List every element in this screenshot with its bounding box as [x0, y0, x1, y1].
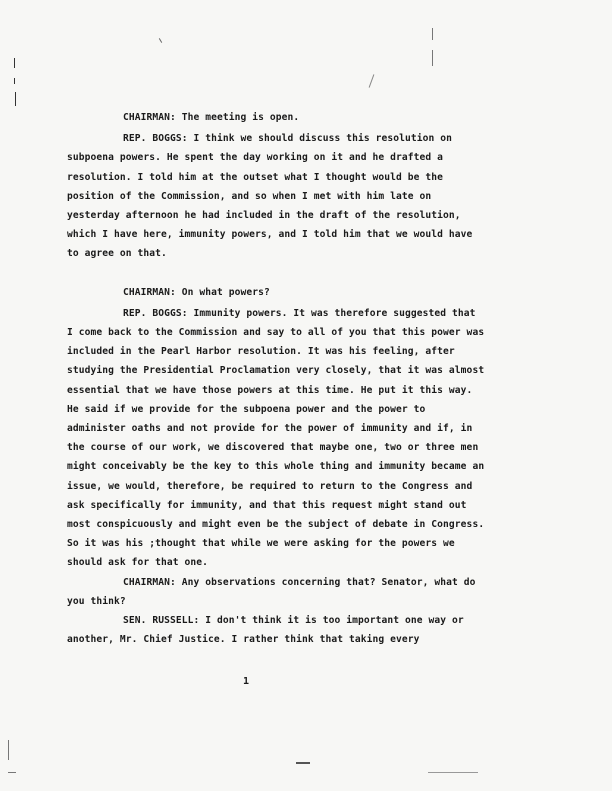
paragraph-chairman-question: CHAIRMAN: On what powers? — [123, 286, 270, 298]
paragraph-russell-reply: SEN. RUSSELL: I don't think it is too important one way or another, Mr. Chief Justice. I rather think that taking every — [67, 615, 464, 646]
page-number: 1 — [243, 676, 250, 687]
scan-mark — [159, 38, 162, 43]
scan-mark — [14, 78, 15, 84]
paragraph-boggs-immunity: REP. BOGGS: Immunity powers. It was therefore suggested that I come back to the Commission and say to all of you that this power was included in the Pearl Harbor resolution. It was his feeling, after studying the Presidential Proclamation very closely, that it was almost essential that we have those powers at this time. He put it this way. He said if we provide for the subpoena power and the power to administer oaths and not provide for the power of immunity and if, in the course of our work, we discovered that maybe one, two or three men might conceivably be the key to this whole thing and immunity became an issue, we would, therefore, be required to return to the Congress and ask specifically for immunity, and that this request might stand out most conspicuously and might even be the subject of debate in Congress. So it was his ;thought that while we were asking for the powers we should ask for that one. — [67, 307, 485, 569]
scan-mark — [14, 58, 15, 68]
scan-mark — [8, 772, 16, 773]
scan-mark — [432, 28, 433, 40]
paragraph-chairman-observations: CHAIRMAN: Any observations concerning that? Senator, what do you think? — [67, 576, 476, 607]
transcript-body — [67, 108, 487, 649]
scan-mark — [432, 50, 433, 66]
scan-mark — [8, 740, 9, 760]
paragraph-boggs-subpoena: REP. BOGGS: I think we should discuss this resolution on subpoena powers. He spent the day working on it and he drafted a resolution. I told him at the outset what I thought would be the position of the Commission, and so when I met with him late on yesterday afternoon he had included in the draft of the resolution, which I have here, immunity powers, and I told him that we would have to agree on that. — [67, 133, 473, 260]
scan-mark — [369, 74, 375, 87]
scan-mark — [428, 772, 478, 773]
scan-mark — [15, 92, 16, 106]
paragraph-chairman-open: CHAIRMAN: The meeting is open. — [123, 112, 300, 123]
scan-mark — [296, 762, 310, 764]
